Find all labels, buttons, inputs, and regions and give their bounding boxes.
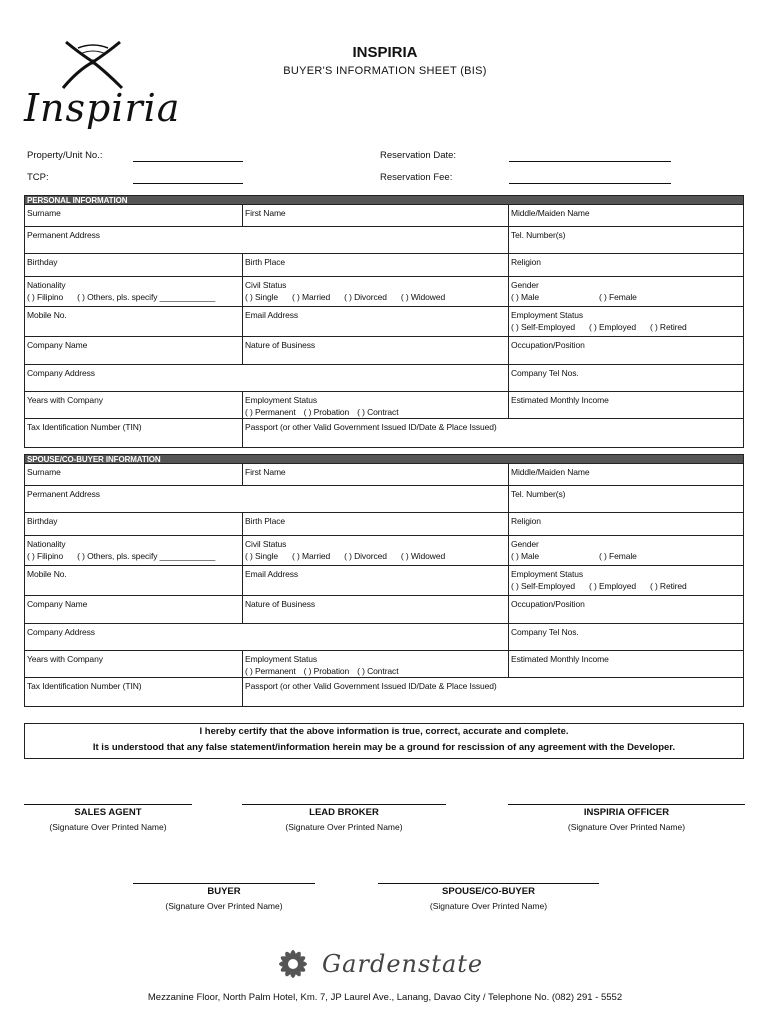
emp-contract-option[interactable]: ( ) Contract [357, 407, 399, 417]
reservation-date-field[interactable] [509, 161, 671, 162]
property-unit-field[interactable] [133, 161, 243, 162]
emp-self-option[interactable]: ( ) Self-Employed [511, 322, 575, 332]
spouse-cobuyer-signature[interactable]: SPOUSE/CO-BUYER (Signature Over Printed Name) [378, 883, 599, 911]
mobile-field[interactable]: Mobile No. [25, 307, 243, 336]
civil-single-option[interactable]: ( ) Single [245, 292, 279, 302]
nationality-filipino-option[interactable]: ( ) Filipino [27, 292, 64, 302]
emp-contract-option[interactable]: ( ) Contract [357, 666, 399, 676]
nature-business-field[interactable]: Nature of Business [243, 337, 509, 364]
nationality-field: Nationality ( ) Filipino ( ) Others, pls. specify ____________ [25, 277, 243, 306]
nature-business-field[interactable]: Nature of Business [243, 596, 509, 623]
employment-status-field: Employment Status ( ) Self-Employed ( ) Employed ( ) Retired [511, 569, 687, 591]
middle-name-field[interactable]: Middle/Maiden Name [511, 467, 590, 477]
civil-widowed-option[interactable]: ( ) Widowed [400, 292, 446, 302]
section-title: SPOUSE/CO-BUYER INFORMATION [24, 454, 744, 464]
gender-female-option[interactable]: ( ) Female [599, 292, 637, 302]
emp-retired-option[interactable]: ( ) Retired [649, 581, 687, 591]
company-address-field[interactable]: Company Address [25, 624, 509, 650]
emp-self-option[interactable]: ( ) Self-Employed [511, 581, 575, 591]
tcp-label: TCP: [27, 172, 49, 183]
first-name-field[interactable]: First Name [243, 464, 509, 485]
emp-permanent-option[interactable]: ( ) Permanent [245, 407, 296, 417]
nationality-others-option[interactable]: ( ) Others, pls. specify ____________ [77, 292, 216, 302]
mobile-field[interactable]: Mobile No. [25, 566, 243, 595]
tel-number-field[interactable]: Tel. Number(s) [511, 230, 566, 240]
emp-retired-option[interactable]: ( ) Retired [649, 322, 687, 332]
middle-name-field[interactable]: Middle/Maiden Name [511, 208, 590, 218]
email-field[interactable]: Email Address [243, 566, 509, 595]
company-address-field[interactable]: Company Address [25, 365, 509, 391]
section-title: PERSONAL INFORMATION [24, 195, 744, 205]
permanent-address-field[interactable]: Permanent Address [25, 227, 509, 253]
civil-married-option[interactable]: ( ) Married [292, 292, 331, 302]
surname-field[interactable]: Surname [25, 464, 243, 485]
birth-place-field[interactable]: Birth Place [243, 254, 509, 276]
inspiria-officer-signature[interactable]: INSPIRIA OFFICER (Signature Over Printed Name) [508, 804, 745, 832]
birthday-field[interactable]: Birthday [25, 254, 243, 276]
gardenstate-logo-text: Gardenstate [322, 950, 484, 978]
gender-field: Gender ( ) Male ( ) Female [511, 280, 637, 302]
emp-permanent-option[interactable]: ( ) Permanent [245, 666, 296, 676]
civil-divorced-option[interactable]: ( ) Divorced [344, 551, 387, 561]
tin-field[interactable]: Tax Identification Number (TIN) [25, 419, 243, 447]
inspiria-logo-text: Inspiria [24, 86, 181, 130]
certification-line-2: It is understood that any false statement/information herein may be a ground for rescission of any agreement with the Developer. [92, 742, 676, 753]
gender-male-option[interactable]: ( ) Male [511, 292, 540, 302]
permanent-address-field[interactable]: Permanent Address [25, 486, 509, 512]
company-name-field[interactable]: Company Name [25, 596, 243, 623]
civil-status-field: Civil Status ( ) Single ( ) Married ( ) Divorced ( ) Widowed [243, 277, 509, 306]
lead-broker-signature[interactable]: LEAD BROKER (Signature Over Printed Name) [242, 804, 446, 832]
reservation-fee-label: Reservation Fee: [380, 172, 453, 183]
certification-line-1: I hereby certify that the above information is true, correct, accurate and complete. [199, 726, 569, 737]
occupation-field[interactable]: Occupation/Position [511, 340, 585, 350]
est-income-field[interactable]: Estimated Monthly Income [511, 654, 609, 664]
emp-employed-option[interactable]: ( ) Employed [588, 322, 636, 332]
emp-probation-option[interactable]: ( ) Probation [303, 666, 350, 676]
nationality-field: Nationality ( ) Filipino ( ) Others, pls. specify ____________ [25, 536, 243, 565]
civil-divorced-option[interactable]: ( ) Divorced [344, 292, 387, 302]
years-company-field[interactable]: Years with Company [25, 651, 243, 677]
gardenstate-flower-icon [266, 942, 320, 986]
est-income-field[interactable]: Estimated Monthly Income [511, 395, 609, 405]
spouse-information-section [24, 454, 744, 707]
passport-field[interactable]: Passport (or other Valid Government Issued ID/Date & Place Issued) [245, 681, 497, 691]
gender-male-option[interactable]: ( ) Male [511, 551, 540, 561]
birthday-field[interactable]: Birthday [25, 513, 243, 535]
surname-field[interactable]: Surname [25, 205, 243, 226]
property-unit-label: Property/Unit No.: [27, 150, 103, 161]
nationality-filipino-option[interactable]: ( ) Filipino [27, 551, 64, 561]
years-company-field[interactable]: Years with Company [25, 392, 243, 418]
reservation-date-label: Reservation Date: [380, 150, 457, 161]
page-title: INSPIRIA [352, 44, 418, 61]
employment-status2-field: Employment Status ( ) Permanent ( ) Probation ( ) Contract [243, 392, 509, 418]
sales-agent-signature[interactable]: SALES AGENT (Signature Over Printed Name) [24, 804, 192, 832]
employment-status2-field: Employment Status ( ) Permanent ( ) Probation ( ) Contract [243, 651, 509, 677]
first-name-field[interactable]: First Name [243, 205, 509, 226]
footer-address: Mezzanine Floor, North Palm Hotel, Km. 7, JP Laurel Ave., Lanang, Davao City / Telephone No. (082) 291 - 5552 [147, 992, 623, 1003]
gender-female-option[interactable]: ( ) Female [599, 551, 637, 561]
emp-employed-option[interactable]: ( ) Employed [588, 581, 636, 591]
tin-field[interactable]: Tax Identification Number (TIN) [25, 678, 243, 706]
occupation-field[interactable]: Occupation/Position [511, 599, 585, 609]
religion-field[interactable]: Religion [511, 516, 541, 526]
civil-status-field: Civil Status ( ) Single ( ) Married ( ) Divorced ( ) Widowed [243, 536, 509, 565]
civil-single-option[interactable]: ( ) Single [245, 551, 279, 561]
civil-widowed-option[interactable]: ( ) Widowed [400, 551, 446, 561]
tcp-field[interactable] [133, 183, 243, 184]
company-name-field[interactable]: Company Name [25, 337, 243, 364]
personal-information-section [24, 195, 744, 448]
gender-field: Gender ( ) Male ( ) Female [511, 539, 637, 561]
emp-probation-option[interactable]: ( ) Probation [303, 407, 350, 417]
tel-number-field[interactable]: Tel. Number(s) [511, 489, 566, 499]
civil-married-option[interactable]: ( ) Married [292, 551, 331, 561]
certification-box [24, 723, 744, 759]
passport-field[interactable]: Passport (or other Valid Government Issued ID/Date & Place Issued) [245, 422, 497, 432]
page-subtitle: BUYER'S INFORMATION SHEET (BIS) [283, 65, 487, 77]
company-tel-field[interactable]: Company Tel Nos. [511, 368, 579, 378]
email-field[interactable]: Email Address [243, 307, 509, 336]
religion-field[interactable]: Religion [511, 257, 541, 267]
employment-status-field: Employment Status ( ) Self-Employed ( ) Employed ( ) Retired [511, 310, 687, 332]
buyer-signature[interactable]: BUYER (Signature Over Printed Name) [133, 883, 315, 911]
company-tel-field[interactable]: Company Tel Nos. [511, 627, 579, 637]
reservation-fee-field[interactable] [509, 183, 671, 184]
nationality-others-option[interactable]: ( ) Others, pls. specify ____________ [77, 551, 216, 561]
birth-place-field[interactable]: Birth Place [243, 513, 509, 535]
